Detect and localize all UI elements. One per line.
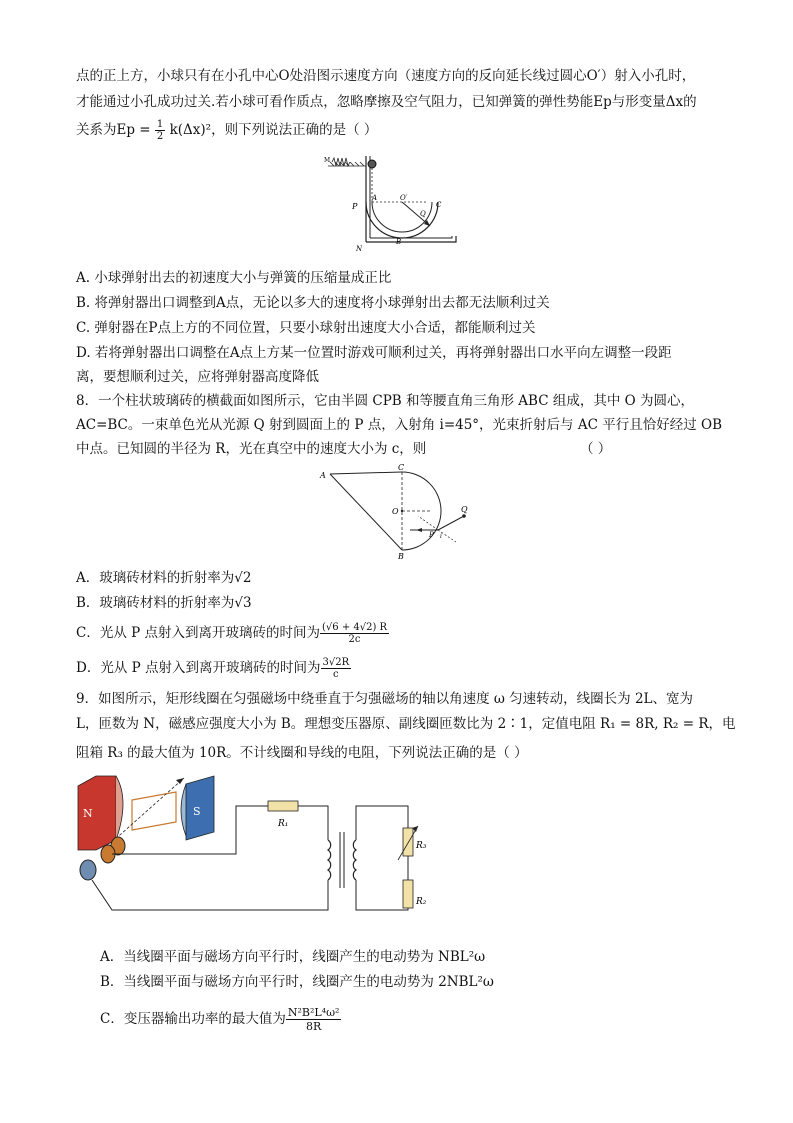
q7-label-N: N xyxy=(356,245,363,253)
q8-option-d-num: 3√2R xyxy=(322,657,350,668)
q9-option-c-num: N²B²L⁴ω² xyxy=(287,1006,340,1019)
q8-option-c-text: C．光从 P 点射入到离开玻璃砖的时间为 xyxy=(76,625,320,641)
q7-option-a: A. 小球弹射出去的初速度大小与弹簧的压缩量成正比 xyxy=(76,270,392,286)
q9-option-c-den: 8R xyxy=(306,1020,322,1033)
q8-line-1: 8．一个柱状玻璃砖的横截面如图所示，它由半圆 CPB 和等腰直角三角形 ABC 组成，其中 O 为圆心， xyxy=(76,393,694,409)
q9-label-R3: R₃ xyxy=(416,841,427,851)
q8-option-d xyxy=(76,657,351,680)
q9-line-2: L，匝数为 N，磁感应强度大小为 B。理想变压器原、副线圈匝数比为 2∶1，定值电阻 R₁ = 8R, R₂ = R，电 xyxy=(76,716,736,732)
q7-label-A: A xyxy=(372,194,378,202)
q9-option-c-fraction xyxy=(286,1006,342,1033)
q7-label-P: P xyxy=(352,202,358,211)
q8-label-P: P xyxy=(429,531,434,539)
q8-option-c-fraction xyxy=(320,622,389,645)
q7-label-M: M xyxy=(324,157,331,164)
q8-option-d-den: c xyxy=(333,669,339,680)
q8-option-c xyxy=(76,622,389,645)
q8-line-3-text: 中点。已知圆的半径为 R，光在真空中的速度大小为 c，则 xyxy=(76,441,427,457)
q9-option-c-text: C．变压器输出功率的最大值为 xyxy=(100,1011,286,1027)
q8-option-d-text: D．光从 P 点射入到离开玻璃砖的时间为 xyxy=(76,660,321,676)
q9-option-c xyxy=(100,1006,341,1033)
q7-line-3 xyxy=(76,119,377,142)
q9-option-b: B．当线圈平面与磁场方向平行时，线圈产生的电动势为 2NBL²ω xyxy=(100,974,494,990)
q7-label-B: B xyxy=(396,238,402,246)
q8-label-Q: Q xyxy=(461,505,468,514)
q7-line-2: 才能通过小孔成功过关.若小球可看作质点，忽略摩擦及空气阻力，已知弹簧的弹性势能Ep与形变量Δx的 xyxy=(76,94,697,110)
q7-line-1: 点的正上方，小球只有在小孔中心O处沿图示速度方向（速度方向的反向延长线过圆心O′）射入小孔时， xyxy=(76,68,696,84)
q8-option-a: A．玻璃砖材料的折射率为√2 xyxy=(76,570,252,586)
q9-figure xyxy=(72,770,442,916)
q8-label-A: A xyxy=(320,471,326,480)
q8-option-d-fraction xyxy=(321,657,352,680)
q7-frac-den: 2 xyxy=(156,131,164,142)
q7-frac-num: 1 xyxy=(156,119,164,130)
q7-option-c: C. 弹射器在P点上方的不同位置，只要小球射出速度大小合适，都能顺利过关 xyxy=(76,320,536,336)
q8-label-B: B xyxy=(398,552,404,561)
q9-magnet-S: S xyxy=(193,805,201,818)
q8-label-O: O xyxy=(392,507,399,516)
q7-figure xyxy=(322,152,472,256)
q7-label-C: C xyxy=(436,201,442,209)
q8-line-3 xyxy=(76,439,426,459)
q7-fraction xyxy=(155,119,165,142)
q9-line-3: 阻箱 R₃ 的最大值为 10R。不计线圈和导线的电阻，下列说法正确的是（ ） xyxy=(76,745,528,761)
q7-option-d: D. 若将弹射器出口调整在A点上方某一位置时游戏可顺利过关，再将弹射器出口水平向左调整一段距 xyxy=(76,345,672,361)
q9-line-1: 9．如图所示，矩形线圈在匀强磁场中绕垂直于匀强磁场的轴以角速度 ω 匀速转动，线圈长为 2L、宽为 xyxy=(76,691,694,707)
q9-option-a: A．当线圈平面与磁场方向平行时，线圈产生的电动势为 NBL²ω xyxy=(100,949,486,965)
q7-formula-left: 关系为Ep = xyxy=(76,122,151,138)
q9-label-R2: R₂ xyxy=(416,897,427,907)
q8-figure xyxy=(318,462,478,562)
q8-option-c-num: (√6 + 4√2) R xyxy=(322,622,388,633)
q7-label-O1: O′ xyxy=(400,194,408,202)
q8-answer-paren: （ ） xyxy=(580,441,612,457)
q8-option-c-den: 2c xyxy=(348,634,361,645)
q8-option-b: B．玻璃砖材料的折射率为√3 xyxy=(76,595,252,611)
q9-label-R1: R₁ xyxy=(278,819,289,829)
q7-option-d-cont: 离，要想顺利过关，应将弹射器高度降低 xyxy=(76,369,319,385)
q8-line-2: AC=BC。一束单色光从光源 Q 射到圆面上的 P 点，入射角 i=45°，光束折射后与 AC 平行且恰好经过 OB xyxy=(76,417,722,433)
q7-label-Q: Q xyxy=(420,210,426,218)
q8-label-C: C xyxy=(398,463,405,472)
q9-magnet-N: N xyxy=(83,807,93,820)
q7-option-b: B. 将弹射器出口调整到A点，无论以多大的速度将小球弹射出去都无法顺利过关 xyxy=(76,295,550,311)
q8-label-i: i xyxy=(440,533,442,540)
q7-formula-right: k(Δx)²，则下列说法正确的是（ ） xyxy=(169,122,378,138)
